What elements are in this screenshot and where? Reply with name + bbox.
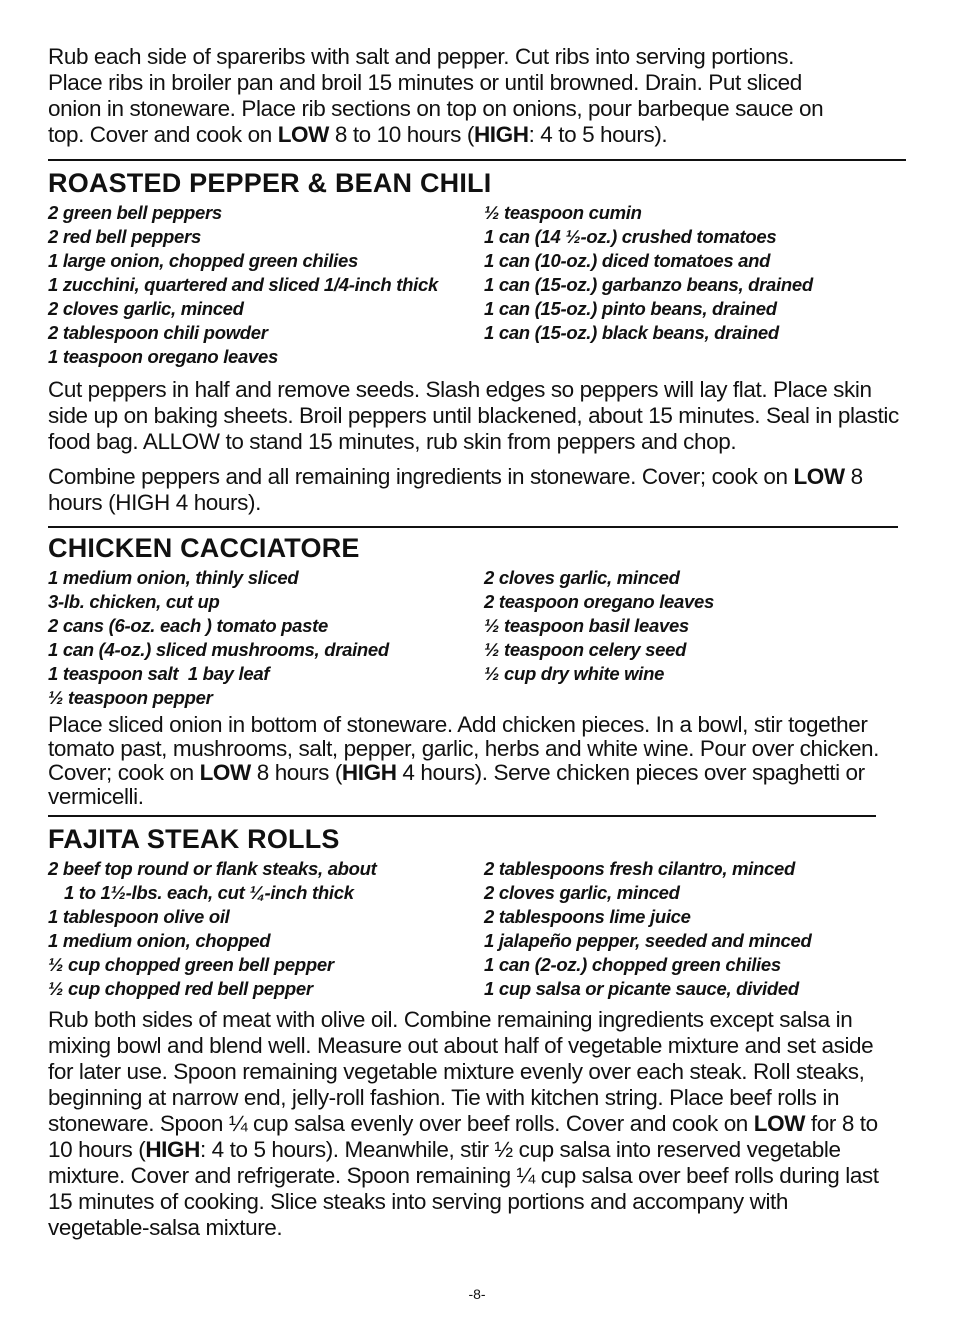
ingredient-item: 1 large onion, chopped green chilies	[48, 250, 358, 271]
high-label: HIGH	[473, 122, 529, 147]
ingredient-item: 2 green bell peppers	[48, 202, 222, 223]
ingredient-item: 2 red bell peppers	[48, 226, 201, 247]
low-label: LOW	[753, 1111, 806, 1136]
ingredient-item: 1 can (15-oz.) garbanzo beans, drained	[484, 274, 813, 295]
ingredient-item: 1 teaspoon salt 1 bay leaf	[48, 663, 270, 684]
ingredient-item: 2 tablespoon chili powder	[48, 322, 268, 343]
low-label: LOW	[199, 760, 251, 785]
section-divider	[48, 815, 876, 817]
ingredient-item: ½ teaspoon pepper	[48, 687, 213, 708]
ingredient-item: ½ teaspoon celery seed	[484, 639, 687, 660]
high-label: HIGH	[145, 1137, 200, 1162]
ingredient-list	[48, 857, 906, 1001]
ingredient-item: 1 teaspoon oregano leaves	[48, 346, 279, 367]
ingredient-column-right	[484, 857, 906, 1001]
ingredient-item: ½ teaspoon cumin	[484, 202, 642, 223]
ingredient-item: 1 cup salsa or picante sauce, divided	[484, 978, 799, 999]
recipe-title: ROASTED PEPPER & BEAN CHILI	[48, 168, 492, 198]
ingredient-item: 1 tablespoon olive oil	[48, 906, 230, 927]
recipe-chicken-cacciatore	[48, 531, 906, 809]
ingredient-item: 2 cloves garlic, minced	[48, 298, 244, 319]
ingredient-column-left	[48, 857, 484, 1001]
recipe-title: CHICKEN CACCIATORE	[48, 533, 360, 563]
ingredient-column-left	[48, 566, 484, 710]
ingredient-item: 2 teaspoon oregano leaves	[484, 591, 715, 612]
ingredient-column-right	[484, 566, 906, 710]
recipe-roasted-pepper-bean-chili	[48, 166, 906, 516]
ingredient-item: ½ cup dry white wine	[484, 663, 665, 684]
ingredient-item: 1 jalapeño pepper, seeded and minced	[484, 930, 812, 951]
ingredient-item: 1 medium onion, thinly sliced	[48, 567, 299, 588]
ingredient-item: 2 cans (6-oz. each ) tomato paste	[48, 615, 329, 636]
low-label: LOW	[277, 122, 329, 147]
ingredient-item: 2 cloves garlic, minced	[484, 882, 680, 903]
ingredient-list	[48, 566, 906, 710]
ingredient-item: 1 zucchini, quartered and sliced 1/4-inch thick	[48, 274, 438, 295]
ingredient-item: 1 can (4-oz.) sliced mushrooms, drained	[48, 639, 389, 660]
ingredient-column-right	[484, 201, 906, 369]
recipe-fajita-steak-rolls	[48, 822, 906, 1241]
ingredient-item: ½ cup chopped red bell pepper	[48, 978, 313, 999]
instructions-paragraph: Cut peppers in half and remove seeds. Slash edges so peppers will lay flat. Place skin side up on baking sheets. Broil peppers until blackened, about 15 minutes. Seal in plastic food bag. ALLOW to stand 15 minutes, rub skin from peppers and chop.	[48, 377, 899, 454]
ingredient-item: 1 can (15-oz.) pinto beans, drained	[484, 298, 777, 319]
page-number: -8-	[468, 1286, 486, 1302]
ingredient-column-left	[48, 201, 484, 369]
ingredient-item: 1 medium onion, chopped	[48, 930, 271, 951]
ingredient-item: 2 tablespoons lime juice	[484, 906, 691, 927]
ingredient-item: 1 to 1½-lbs. each, cut ¼-inch thick	[64, 882, 354, 903]
ingredient-item: 3-lb. chicken, cut up	[48, 591, 220, 612]
ingredient-item: 2 cloves garlic, minced	[484, 567, 680, 588]
instructions-paragraph: Rub both sides of meat with olive oil. Combine remaining ingredients except salsa in mixing bowl and blend well. Measure out about half of vegetable mixture and set aside for later use. Spoon remaining vegetable mixture evenly over each steak. Roll steaks, beginning at narrow end, jelly-roll fashion. Tie with kitchen string. Place beef rolls in stoneware. Spoon ¼ cup salsa evenly over beef rolls. Cover and cook on LOW for 8 to 10 hours (HIGH: 4 to 5 hours). Meanwhile, stir ½ cup salsa into reserved vegetable mixture. Cover and refrigerate. Spoon remaining ¼ cup salsa over beef rolls during last 15 minutes of cooking. Slice steaks into serving portions and accompany with vegetable-salsa mixture.	[48, 1007, 879, 1240]
instructions-paragraph: Combine peppers and all remaining ingredients in stoneware. Cover; cook on LOW 8 hours (HIGH 4 hours).	[48, 464, 863, 515]
ingredient-item: ½ cup chopped green bell pepper	[48, 954, 334, 975]
recipe-title: FAJITA STEAK ROLLS	[48, 824, 340, 854]
ingredient-list	[48, 201, 906, 369]
ingredient-item: 1 can (15-oz.) black beans, drained	[484, 322, 779, 343]
section-divider	[48, 159, 906, 161]
ingredient-item: 2 beef top round or flank steaks, about	[48, 858, 377, 879]
ingredient-item: 1 can (2-oz.) chopped green chilies	[484, 954, 781, 975]
intro-paragraph: Rub each side of spareribs with salt and pepper. Cut ribs into serving portions. Place ribs in broiler pan and broil 15 minutes or until browned. Drain. Put sliced onion in stoneware. Place rib sections on top on onions, pour barbeque sauce on top. Cover and cook on LOW 8 to 10 hours (HIGH: 4 to 5 hours).	[48, 44, 824, 147]
ingredient-item: 1 can (10-oz.) diced tomatoes and	[484, 250, 771, 271]
section-divider	[48, 526, 898, 528]
ingredient-item: 2 tablespoons fresh cilantro, minced	[484, 858, 795, 879]
ingredient-item: 1 can (14 ½-oz.) crushed tomatoes	[484, 226, 777, 247]
high-label: HIGH	[341, 760, 397, 785]
ingredient-item: ½ teaspoon basil leaves	[484, 615, 689, 636]
low-label: LOW	[793, 464, 845, 489]
recipe-page	[48, 44, 906, 1241]
instructions-paragraph: Place sliced onion in bottom of stoneware. Add chicken pieces. In a bowl, stir together tomato past, mushrooms, salt, pepper, garlic, herbs and white wine. Pour over chicken. Cover; cook on LOW 8 hours (HIGH 4 hours). Serve chicken pieces over spaghetti or vermicelli.	[48, 712, 880, 809]
